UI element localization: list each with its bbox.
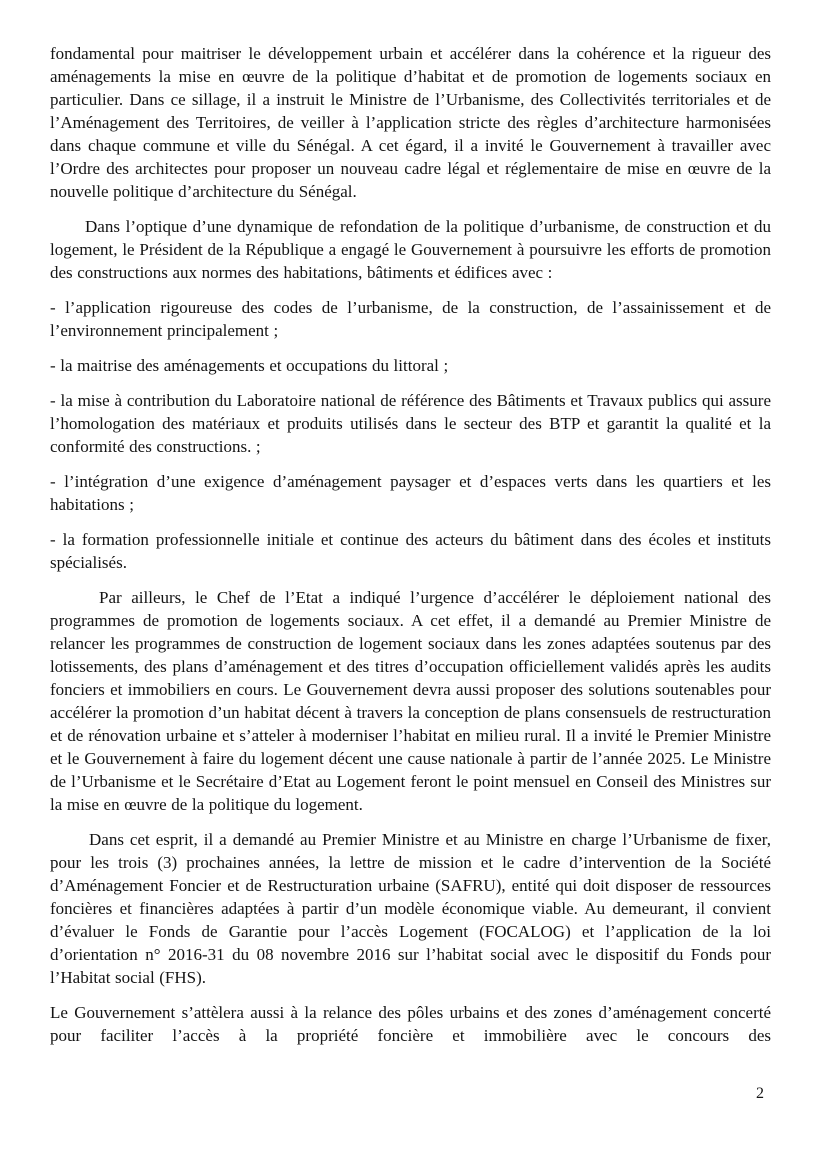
paragraph: Dans l’optique d’une dynamique de refondation de la politique d’urbanisme, de construction et du logement, le Président de la République a engagé le Gouvernement à poursuivre les efforts de promotion des constructions aux normes des habitations, bâtiments et édifices avec : <box>50 217 771 282</box>
paragraph-incomplete: Le Gouvernement s’attèlera aussi à la relance des pôles urbains et des zones d’aménagement concerté pour faciliter l’accès à la propriété foncière et immobilière avec le concours des <box>50 1003 771 1045</box>
bullet-item: - la maitrise des aménagements et occupations du littoral ; <box>50 356 449 375</box>
page-number: 2 <box>756 1085 764 1102</box>
paragraph: Dans cet esprit, il a demandé au Premier Ministre et au Ministre en charge l’Urbanisme de fixer, pour les trois (3) prochaines années, la lettre de mission et le cadre d’intervention de la Société d’Aménagement Foncier et de Restructuration urbaine (SAFRU), entité qui doit disposer de ressources foncières et financières adaptées à partir d’un modèle économique viable. Au demeurant, il convient d’évaluer le Fonds de Garantie pour l’accès Logement (FOCALOG) et l’application de la loi d’orientation n° 2016-31 du 08 novembre 2016 sur l’habitat social avec le dispositif du Fonds pour l’Habitat social (FHS). <box>50 830 771 987</box>
paragraph: Par ailleurs, le Chef de l’Etat a indiqué l’urgence d’accélérer le déploiement national des programmes de promotion de logements sociaux. A cet effet, il a demandé au Premier Ministre de relancer les programmes de construction de logement sociaux dans les zones adaptées soutenus par des lotissements, des plans d’aménagement et des titres d’occupation officiellement validés après les audits fonciers et immobiliers en cours. Le Gouvernement devra aussi proposer des solutions soutenables pour accélérer la promotion d’un habitat décent à travers la conception de plans consensuels de restructuration et de rénovation urbaine et s’atteler à moderniser l’habitat en milieu rural. Il a invité le Premier Ministre et le Gouvernement à faire du logement décent une cause nationale à partir de l’année 2025. Le Ministre de l’Urbanisme et le Secrétaire d’Etat au Logement feront le point mensuel en Conseil des Ministres sur la mise en œuvre de la politique du logement. <box>50 588 771 814</box>
bullet-item: - la formation professionnelle initiale et continue des acteurs du bâtiment dans des écoles et instituts spécialisés. <box>50 530 771 572</box>
bullet-item: - l’application rigoureuse des codes de l’urbanisme, de la construction, de l’assainissement et de l’environnement principalement ; <box>50 298 771 340</box>
bullet-item: - la mise à contribution du Laboratoire national de référence des Bâtiments et Travaux publics qui assure l’homologation des matériaux et produits utilisés dans le secteur des BTP et garantit la qualité et la conformité des constructions. ; <box>50 391 771 456</box>
paragraph-continuation: fondamental pour maitriser le développement urbain et accélérer dans la cohérence et la rigueur des aménagements la mise en œuvre de la politique d’habitat et de promotion de logements sociaux en particulier. Dans ce sillage, il a instruit le Ministre de l’Urbanisme, des Collectivités territoriales et de l’Aménagement des Territoires, de veiller à l’application stricte des règles d’architecture harmonisées dans chaque commune et ville du Sénégal. A cet égard, il a invité le Gouvernement à travailler avec l’Ordre des architectes pour proposer un nouveau cadre légal et réglementaire de mise en œuvre de la nouvelle politique d’architecture du Sénégal. <box>50 44 771 201</box>
bullet-item: - l’intégration d’une exigence d’aménagement paysager et d’espaces verts dans les quartiers et les habitations ; <box>50 472 771 514</box>
document-body <box>50 42 771 1059</box>
